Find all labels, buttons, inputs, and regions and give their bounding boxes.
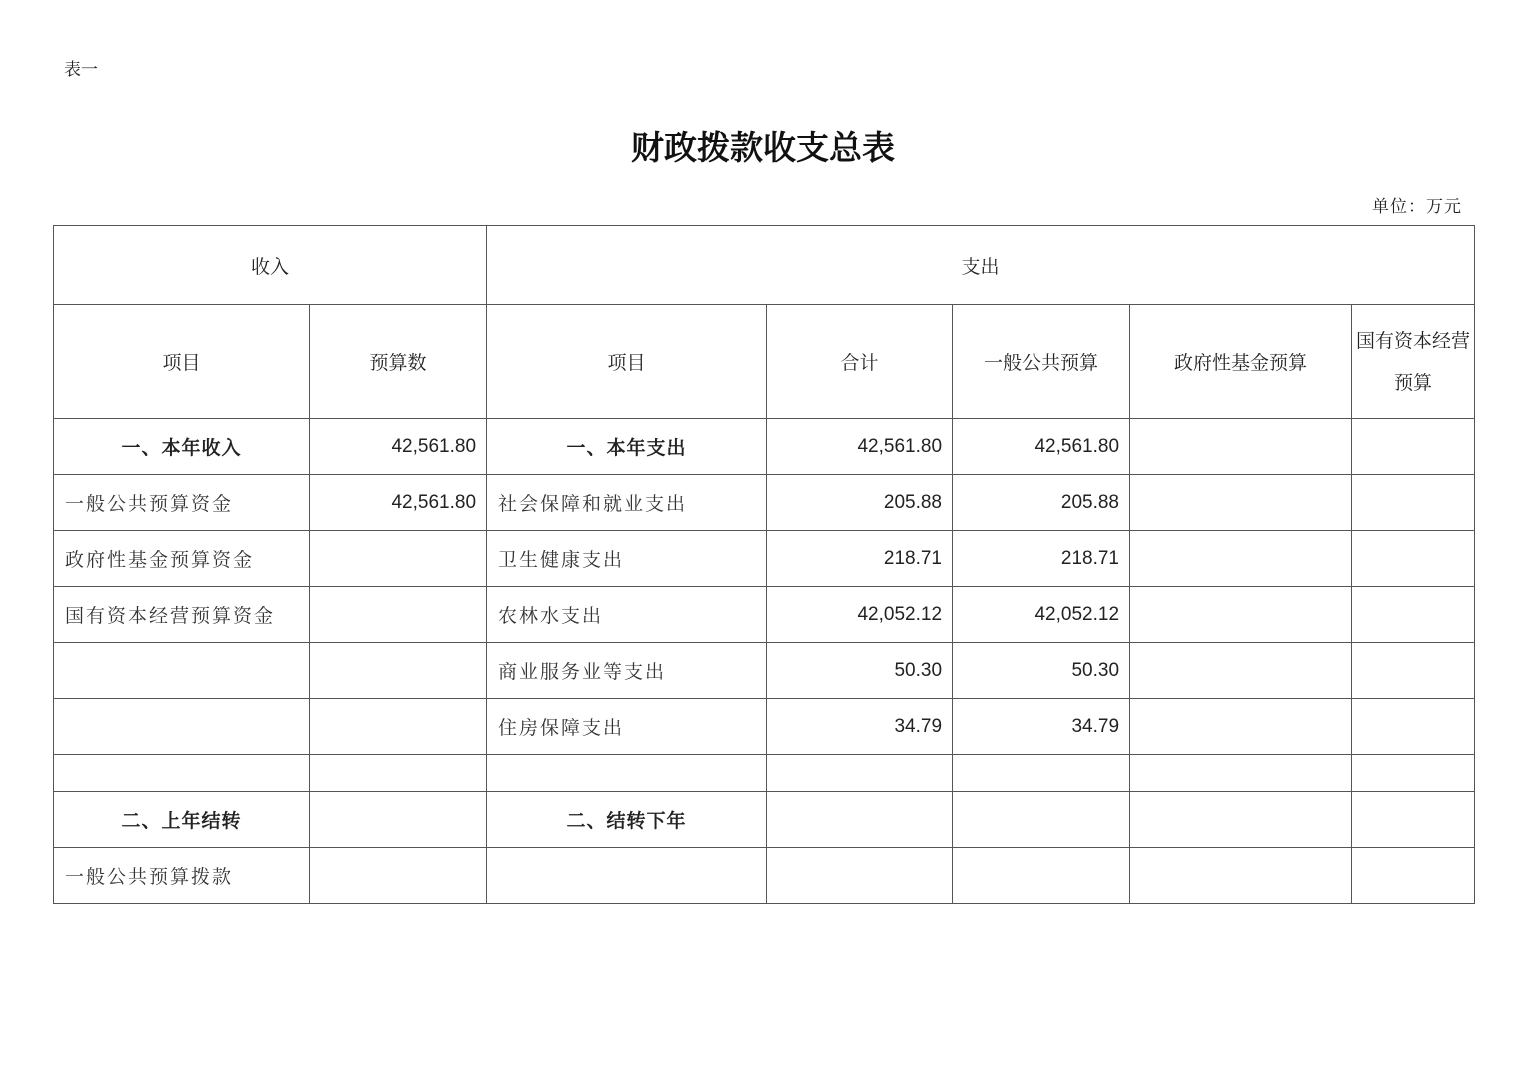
table-row xyxy=(54,755,1475,792)
expense-item: 一、本年支出 xyxy=(487,419,767,475)
expense-item xyxy=(487,755,767,792)
expense-group-header: 支出 xyxy=(487,226,1475,305)
income-item xyxy=(54,643,310,699)
total-value: 42,561.80 xyxy=(767,419,953,475)
fund-value xyxy=(1130,531,1352,587)
income-budget: 42,561.80 xyxy=(310,419,487,475)
total-value: 42,052.12 xyxy=(767,587,953,643)
income-budget xyxy=(310,792,487,848)
income-group-header: 收入 xyxy=(54,226,487,305)
budget-table xyxy=(53,225,1475,904)
income-budget xyxy=(310,587,487,643)
general-value: 34.79 xyxy=(953,699,1130,755)
capital-value xyxy=(1352,419,1475,475)
income-budget: 42,561.80 xyxy=(310,475,487,531)
table-row xyxy=(54,419,1475,475)
income-budget xyxy=(310,531,487,587)
capital-value xyxy=(1352,587,1475,643)
table-row xyxy=(54,643,1475,699)
col-income-item: 项目 xyxy=(54,305,310,419)
expense-item: 二、结转下年 xyxy=(487,792,767,848)
income-budget xyxy=(310,848,487,904)
total-value: 50.30 xyxy=(767,643,953,699)
table-row xyxy=(54,531,1475,587)
income-item: 一、本年收入 xyxy=(54,419,310,475)
general-value: 205.88 xyxy=(953,475,1130,531)
general-value xyxy=(953,792,1130,848)
page-title: 财政拨款收支总表 xyxy=(631,128,895,167)
general-value xyxy=(953,755,1130,792)
income-item: 一般公共预算资金 xyxy=(54,475,310,531)
expense-item: 住房保障支出 xyxy=(487,699,767,755)
expense-item: 社会保障和就业支出 xyxy=(487,475,767,531)
income-item: 二、上年结转 xyxy=(54,792,310,848)
table-row xyxy=(54,792,1475,848)
table-number: 表一 xyxy=(64,60,98,80)
col-income-budget: 预算数 xyxy=(310,305,487,419)
expense-item: 农林水支出 xyxy=(487,587,767,643)
fund-value xyxy=(1130,587,1352,643)
capital-value xyxy=(1352,699,1475,755)
general-value: 50.30 xyxy=(953,643,1130,699)
total-value: 218.71 xyxy=(767,531,953,587)
capital-value xyxy=(1352,755,1475,792)
capital-value xyxy=(1352,643,1475,699)
fund-value xyxy=(1130,475,1352,531)
capital-value xyxy=(1352,531,1475,587)
col-general-budget: 一般公共预算 xyxy=(953,305,1130,419)
income-item: 一般公共预算拨款 xyxy=(54,848,310,904)
col-state-capital-budget: 国有资本经营预算 xyxy=(1352,305,1475,419)
fund-value xyxy=(1130,848,1352,904)
general-value xyxy=(953,848,1130,904)
total-value: 205.88 xyxy=(767,475,953,531)
total-value xyxy=(767,755,953,792)
income-budget xyxy=(310,643,487,699)
fund-value xyxy=(1130,643,1352,699)
expense-item xyxy=(487,848,767,904)
table-row xyxy=(54,475,1475,531)
general-value: 42,052.12 xyxy=(953,587,1130,643)
general-value: 42,561.80 xyxy=(953,419,1130,475)
expense-item: 商业服务业等支出 xyxy=(487,643,767,699)
table-row xyxy=(54,848,1475,904)
total-value: 34.79 xyxy=(767,699,953,755)
income-budget xyxy=(310,755,487,792)
fund-value xyxy=(1130,419,1352,475)
fund-value xyxy=(1130,699,1352,755)
total-value xyxy=(767,792,953,848)
col-expense-item: 项目 xyxy=(487,305,767,419)
table-row xyxy=(54,699,1475,755)
income-item: 国有资本经营预算资金 xyxy=(54,587,310,643)
table-row xyxy=(54,587,1475,643)
income-item: 政府性基金预算资金 xyxy=(54,531,310,587)
income-item xyxy=(54,699,310,755)
unit-label: 单位：万元 xyxy=(1372,197,1462,217)
income-item xyxy=(54,755,310,792)
income-budget xyxy=(310,699,487,755)
capital-value xyxy=(1352,475,1475,531)
fund-value xyxy=(1130,755,1352,792)
capital-value xyxy=(1352,848,1475,904)
expense-item: 卫生健康支出 xyxy=(487,531,767,587)
capital-value xyxy=(1352,792,1475,848)
col-total: 合计 xyxy=(767,305,953,419)
col-gov-fund-budget: 政府性基金预算 xyxy=(1130,305,1352,419)
fund-value xyxy=(1130,792,1352,848)
general-value: 218.71 xyxy=(953,531,1130,587)
total-value xyxy=(767,848,953,904)
